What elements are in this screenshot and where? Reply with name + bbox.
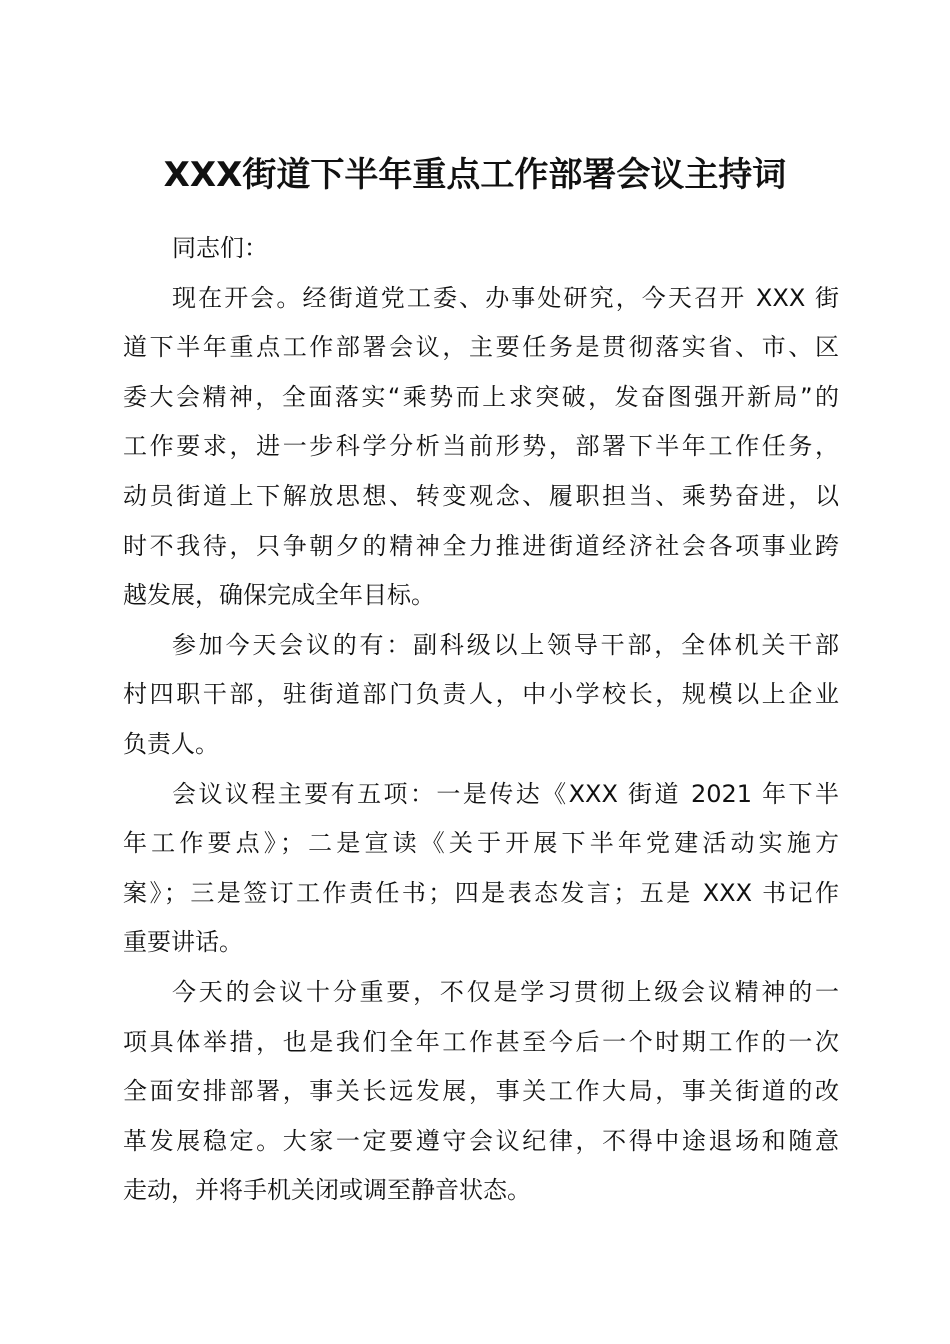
document-title: XXX街道下半年重点工作部署会议主持词 bbox=[163, 155, 787, 195]
paragraph-1-line-5: 动员街道上下解放思想、转变观念、履职担当、乘势奋进，以 bbox=[123, 481, 839, 510]
document-body bbox=[123, 224, 839, 1216]
paragraph-4-line-1: 今天的会议十分重要，不仅是学习贯彻上级会议精神的一 bbox=[172, 977, 839, 1006]
paragraph-1-line-3: 委大会精神，全面落实“乘势而上求突破，发奋图强开新局”的 bbox=[123, 382, 839, 411]
paragraph-4-line-5: 走动，并将手机关闭或调至静音状态。 bbox=[123, 1176, 531, 1205]
paragraph-3-line-3: 案》；三是签订工作责任书；四是表态发言；五是 XXX 书记作 bbox=[123, 878, 839, 907]
paragraph-2-line-1: 参加今天会议的有：副科级以上领导干部，全体机关干部 bbox=[172, 630, 839, 659]
paragraph-1-line-1: 现在开会。经街道党工委、办事处研究，今天召开 XXX 街 bbox=[172, 283, 839, 312]
paragraph-1-line-4: 工作要求，进一步科学分析当前形势，部署下半年工作任务， bbox=[123, 432, 839, 461]
paragraph-3-line-2: 年工作要点》；二是宣读《关于开展下半年党建活动实施方 bbox=[123, 829, 839, 858]
paragraph-2-line-2: 村四职干部，驻街道部门负责人，中小学校长，规模以上企业 bbox=[123, 680, 839, 709]
paragraph-1-line-6: 时不我待，只争朝夕的精神全力推进街道经济社会各项事业跨 bbox=[123, 531, 839, 560]
paragraph-2-line-3: 负责人。 bbox=[123, 729, 219, 758]
paragraph-4-line-4: 革发展稳定。大家一定要遵守会议纪律，不得中途退场和随意 bbox=[123, 1126, 839, 1155]
paragraph-4-line-3: 全面安排部署，事关长远发展，事关工作大局，事关街道的改 bbox=[123, 1077, 839, 1106]
paragraph-3-line-4: 重要讲话。 bbox=[123, 928, 243, 957]
greeting-line: 同志们： bbox=[172, 234, 268, 262]
paragraph-3-line-1: 会议议程主要有五项：一是传达《XXX 街道 2021 年下半 bbox=[172, 779, 839, 808]
paragraph-4-line-2: 项具体举措，也是我们全年工作甚至今后一个时期工作的一次 bbox=[123, 1027, 839, 1056]
paragraph-1-line-7: 越发展，确保完成全年目标。 bbox=[123, 581, 435, 610]
paragraph-1-line-2: 道下半年重点工作部署会议，主要任务是贯彻落实省、市、区 bbox=[123, 333, 839, 362]
